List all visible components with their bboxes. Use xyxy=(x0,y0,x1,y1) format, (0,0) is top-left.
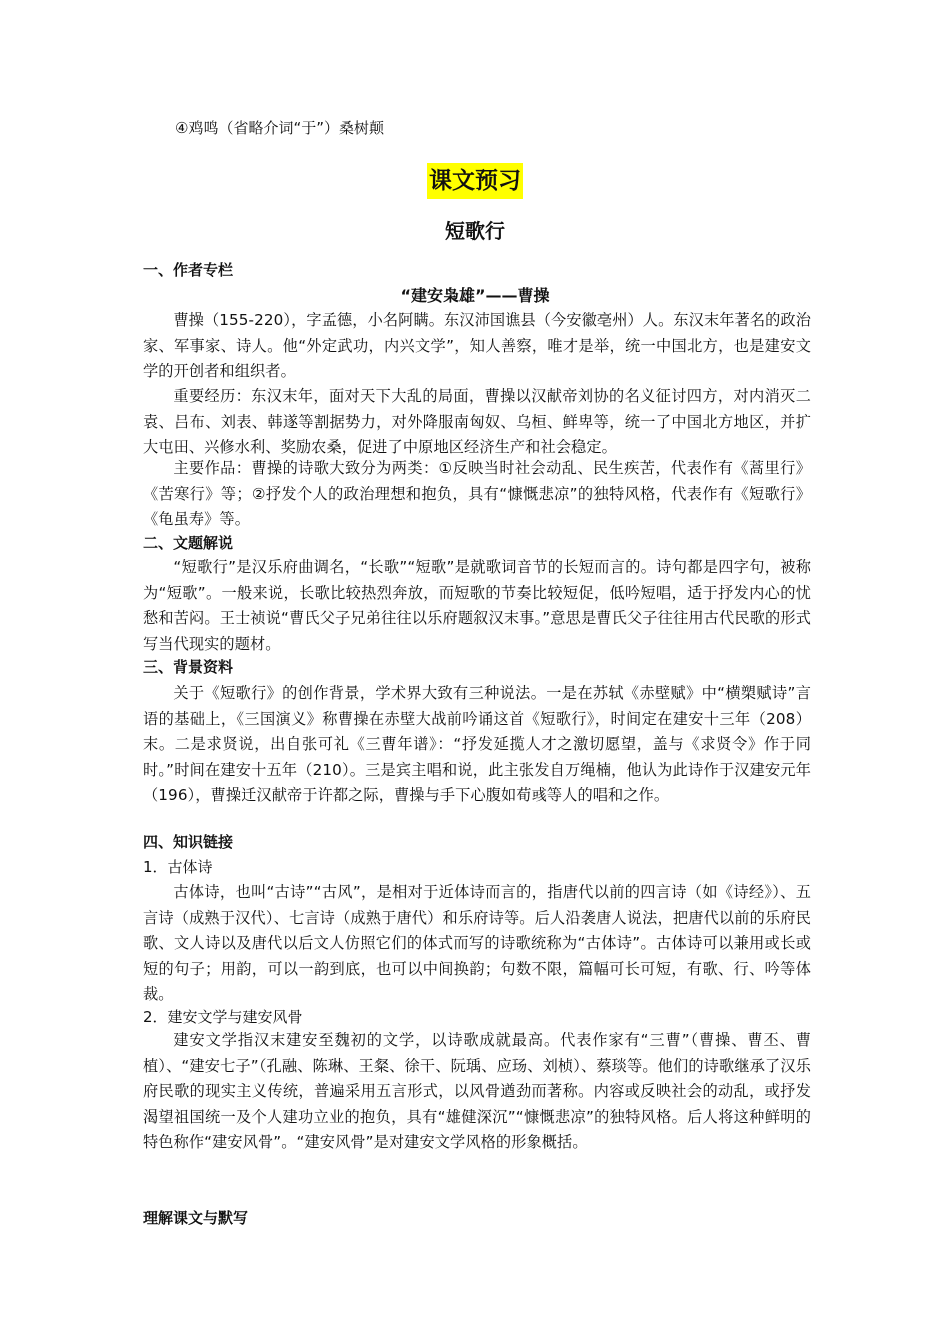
main-title: 课文预习 xyxy=(427,163,523,199)
section-heading-knowledge: 四、知识链接 xyxy=(143,833,234,851)
author-works-paragraph: 主要作品：曹操的诗歌大致分为两类：①反映当时社会动乱、民生疾苦，代表作有《蒿里行》《苦寒行》等；②抒发个人的政治理想和抱负，具有“慷慨悲凉”的独特风格，代表作有《短歌行》《龟虽寿》等。 xyxy=(143,459,811,528)
knowledge-item-1-text: 古体诗，也叫“古诗”“古风”，是相对于近体诗而言的，指唐代以前的四言诗（如《诗经》）、五言诗（成熟于汉代）、七言诗（成熟于唐代）和乐府诗等。后人沿袭唐人说法，把唐代以前的乐府民歌、文人诗以及唐代以后文人仿照它们的体式而写的诗歌统称为“古体诗”。古体诗可以兼用或长或短的句子；用韵，可以一韵到底，也可以中间换韵；句数不限，篇幅可长可短，有歌、行、吟等体裁。 xyxy=(143,883,811,1003)
section-heading-author: 一、作者专栏 xyxy=(143,261,234,279)
knowledge-item-2-title: 2．建安文学与建安风骨 xyxy=(143,1008,303,1026)
footer-heading: 理解课文与默写 xyxy=(143,1209,249,1227)
section-heading-title-explain: 二、文题解说 xyxy=(143,534,234,552)
background-paragraph: 关于《短歌行》的创作背景，学术界大致有三种说法。一是在苏轼《赤壁赋》中“横槊赋诗”言语的基础上，《三国演义》称曹操在赤壁大战前吟诵这首《短歌行》，时间定在建安十三年（208）末。二是求贤说，出自张可礼《三曹年谱》：“抒发延揽人才之激切愿望，盖与《求贤令》作于同时。”时间在建安十五年（210）。三是宾主唱和说，此主张发自万绳楠，他认为此诗作于汉建安元年（196），曹操迁汉献帝于许都之际，曹操与手下心腹如荀彧等人的唱和之作。 xyxy=(143,684,811,804)
poem-title: 短歌行 xyxy=(445,219,505,243)
author-intro-paragraph: 曹操（155-220），字孟德，小名阿瞒。东汉沛国谯县（今安徽亳州）人。东汉末年著名的政治家、军事家、诗人。他“外定武功，内兴文学”，知人善察，唯才是举，统一中国北方，也是建安文学的开创者和组织者。 xyxy=(143,311,811,380)
author-experience-paragraph: 重要经历：东汉末年，面对天下大乱的局面，曹操以汉献帝刘协的名义征讨四方，对内消灭二袁、吕布、刘表、韩遂等割据势力，对外降服南匈奴、乌桓、鲜卑等，统一了中国北方地区，并扩大屯田、兴修水利、奖励农桑，促进了中原地区经济生产和社会稳定。 xyxy=(143,387,811,456)
knowledge-item-2-text: 建安文学指汉末建安至魏初的文学，以诗歌成就最高。代表作家有“三曹”（曹操、曹丕、曹植）、“建安七子”（孔融、陈琳、王粲、徐干、阮瑀、应玚、刘桢）、蔡琰等。他们的诗歌继承了汉乐府民歌的现实主义传统，普遍采用五言形式，以风骨遒劲而著称。内容或反映社会的动乱，或抒发渴望祖国统一及个人建功立业的抱负，具有“雄健深沉”“慷慨悲凉”的独特风格。后人将这种鲜明的特色称作“建安风骨”。“建安风骨”是对建安文学风格的形象概括。 xyxy=(143,1031,811,1151)
title-explain-paragraph: “短歌行”是汉乐府曲调名，“长歌”“短歌”是就歌词音节的长短而言的。诗句都是四字句，被称为“短歌”。一般来说，长歌比较热烈奔放，而短歌的节奏比较短促，低吟短唱，适于抒发内心的忧愁和苦闷。王士祯说“曹氏父子兄弟往往以乐府题叙汉末事。”意思是曹氏父子往往用古代民歌的形式写当代现实的题材。 xyxy=(143,558,811,653)
main-title-wrap xyxy=(0,163,950,199)
section-heading-background: 三、背景资料 xyxy=(143,658,234,676)
author-block-title: “建安枭雄”——曹操 xyxy=(400,286,550,305)
intro-line: ④鸡鸣（省略介词“于”）桑树颠 xyxy=(175,119,384,137)
knowledge-item-1-title: 1．古体诗 xyxy=(143,858,213,876)
